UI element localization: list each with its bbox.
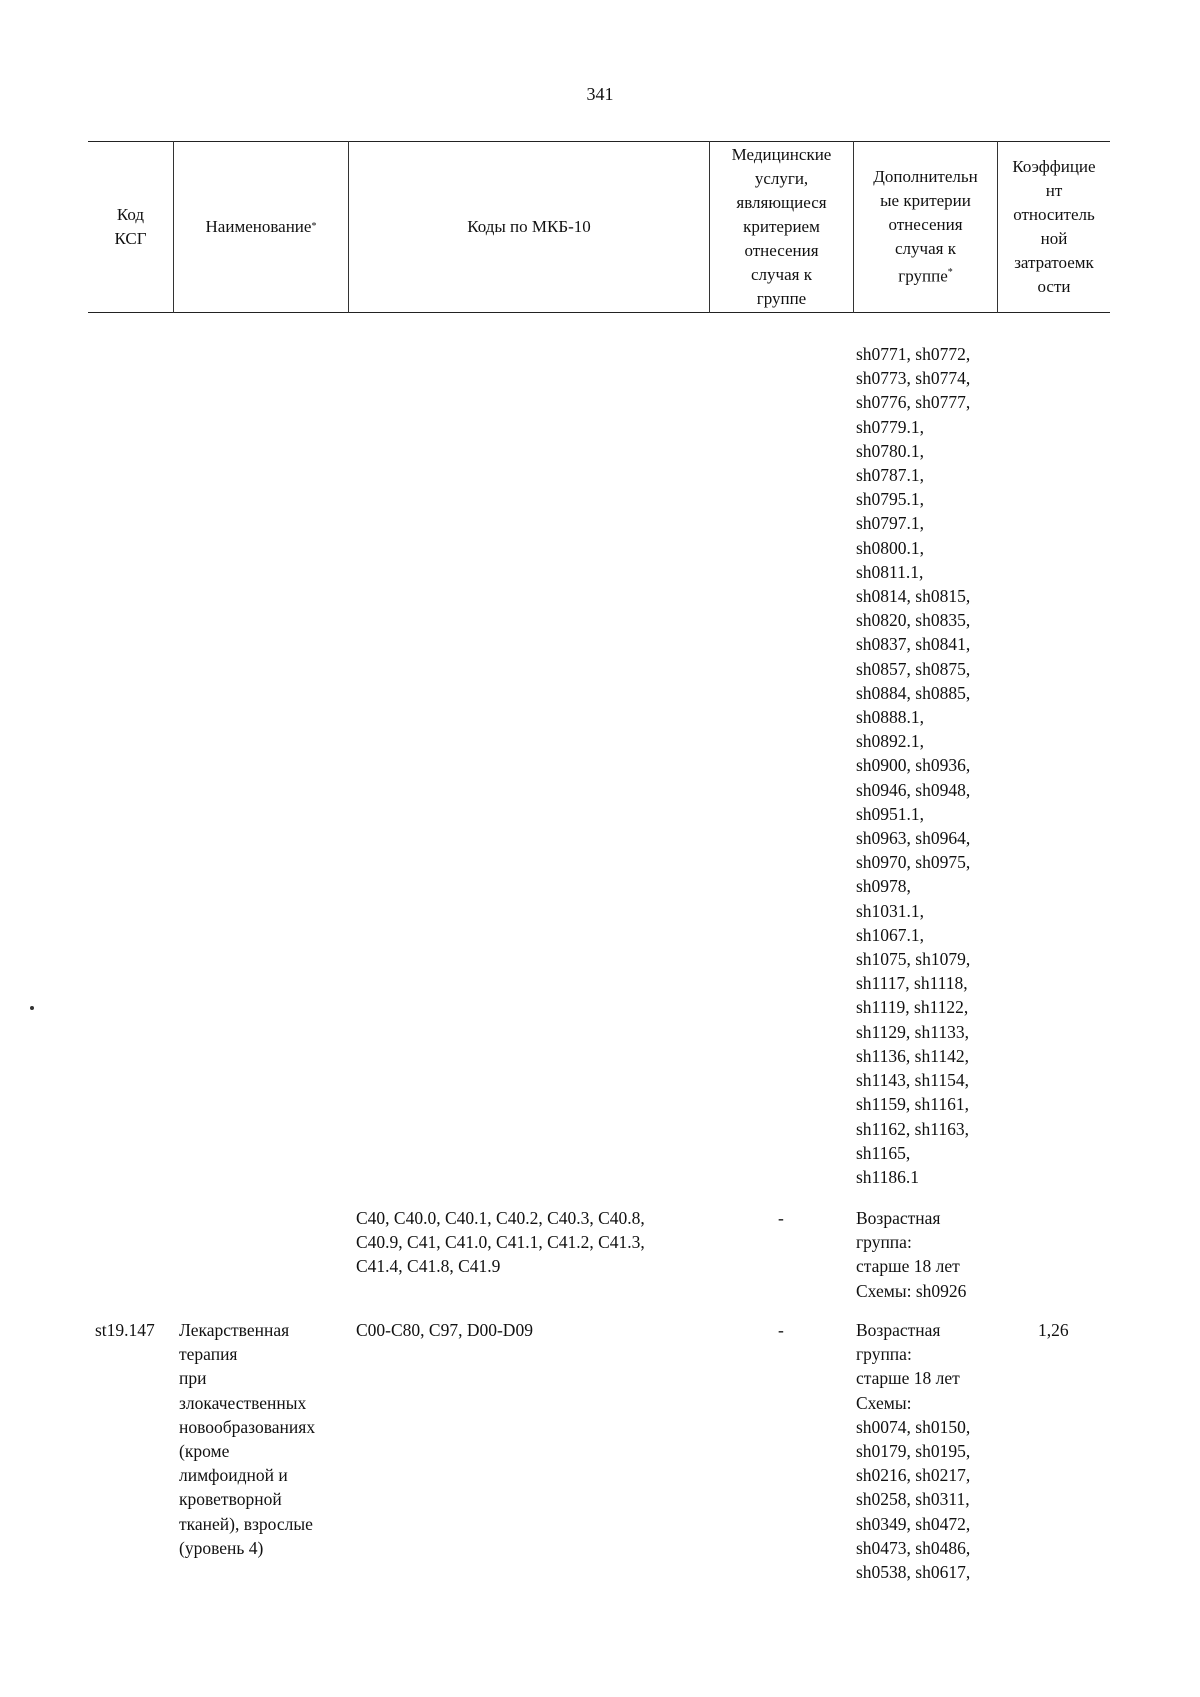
icd-line: C40, C40.0, C40.1, C40.2, C40.3, C40.8, (356, 1208, 645, 1228)
criteria-line: группа: (856, 1232, 912, 1253)
header-code (88, 142, 173, 312)
criteria-line: sh0216, sh0217, (856, 1465, 971, 1486)
criteria-line: sh1067.1, (856, 924, 925, 945)
criteria-line: sh0837, sh0841, (856, 634, 971, 655)
criteria-line: sh0473, sh0486, (856, 1537, 971, 1558)
page-number: 341 (586, 84, 614, 104)
icd-line: C41.4, C41.8, C41.9 (356, 1256, 501, 1277)
criteria-line: sh0773, sh0774, (856, 368, 971, 389)
header-icd (349, 142, 709, 312)
criteria-line: sh1075, sh1079, (856, 949, 971, 970)
criteria-line: sh0538, sh0617, (856, 1562, 971, 1583)
criteria-line: sh1119, sh1122, (856, 997, 969, 1018)
criteria-line: sh1165, (856, 1142, 911, 1163)
criteria-line: Возрастная (856, 1208, 941, 1228)
criteria-line: старше 18 лет (856, 1256, 960, 1277)
criteria-line: sh1031.1, (856, 900, 925, 921)
criteria-line: sh0179, sh0195, (856, 1441, 971, 1462)
header-criteria (854, 142, 997, 312)
header-name (174, 142, 348, 312)
criteria-line: sh0787.1, (856, 465, 925, 486)
continued-criteria-cell (856, 342, 970, 1189)
criteria-line: sh1117, sh1118, (856, 973, 968, 994)
bone-row-criteria-cell (856, 1206, 966, 1303)
header-coefficient (998, 142, 1110, 312)
name-line: при (179, 1368, 207, 1389)
scan-speck (30, 1006, 34, 1010)
name-line: злокачественных (179, 1392, 307, 1413)
criteria-line: sh0970, sh0975, (856, 852, 971, 873)
row-name-cell (179, 1318, 315, 1560)
criteria-line: sh0892.1, (856, 731, 925, 752)
criteria-line: sh0795.1, (856, 489, 925, 510)
criteria-line: sh0900, sh0936, (856, 755, 971, 776)
criteria-line: sh0978, (856, 876, 911, 897)
criteria-line: sh1136, sh1142, (856, 1045, 969, 1066)
criteria-line: Схемы: sh0926 (856, 1280, 967, 1301)
row-criteria-cell (856, 1318, 970, 1584)
criteria-line: sh0888.1, (856, 707, 925, 728)
header-name-footnote-mark: * (311, 221, 317, 232)
name-line: Лекарственная (179, 1320, 290, 1340)
header-services-text: Медицинские услуги, являющиеся критерием отнесения случая к группе (731, 145, 832, 308)
criteria-line: sh0811.1, (856, 561, 924, 582)
header-criteria-wrap (873, 165, 977, 289)
header-services (710, 142, 853, 312)
criteria-line: sh1186.1 (856, 1166, 920, 1187)
header-icd-text: Коды по МКБ-10 (467, 217, 591, 236)
name-line: лимфоидной и (179, 1465, 288, 1486)
header-coefficient-text: Коэффицие нт относитель ной затратоемк ости (1012, 157, 1096, 296)
name-line: новообразованиях (179, 1416, 316, 1437)
row-services: - (778, 1320, 784, 1340)
criteria-line: Возрастная (856, 1320, 941, 1340)
criteria-line: sh0820, sh0835, (856, 610, 971, 631)
header-criteria-footnote-mark: * (947, 267, 953, 279)
name-line: тканей), взрослые (179, 1513, 313, 1534)
bone-row-services-cell: - (778, 1208, 784, 1228)
row-code: st19.147 (95, 1320, 155, 1340)
criteria-line: старше 18 лет (856, 1368, 960, 1389)
criteria-line: sh0776, sh0777, (856, 392, 971, 413)
header-name-text: Наименование (205, 217, 312, 236)
criteria-line: sh0951.1, (856, 803, 925, 824)
bone-row-icd-cell (356, 1206, 645, 1279)
criteria-line: sh0857, sh0875, (856, 658, 971, 679)
criteria-line: sh0797.1, (856, 513, 925, 534)
criteria-line: sh0884, sh0885, (856, 682, 971, 703)
criteria-line: группа: (856, 1344, 912, 1365)
criteria-line: sh1129, sh1133, (856, 1021, 969, 1042)
criteria-line: sh0349, sh0472, (856, 1513, 971, 1534)
name-line: терапия (179, 1344, 238, 1365)
header-code-text: Код КСГ (114, 205, 147, 248)
criteria-line: sh0800.1, (856, 537, 925, 558)
criteria-line: sh0074, sh0150, (856, 1416, 971, 1437)
icd-line: C40.9, C41, C41.0, C41.1, C41.2, C41.3, (356, 1232, 645, 1253)
criteria-line: sh0963, sh0964, (856, 828, 971, 849)
row-coefficient: 1,26 (1038, 1320, 1069, 1340)
header-criteria-text: Дополнительн ые критерии отнесения случая к группе (873, 167, 978, 286)
criteria-line: sh0780.1, (856, 440, 925, 461)
criteria-line: Схемы: (856, 1392, 912, 1413)
criteria-line: sh0258, sh0311, (856, 1489, 970, 1510)
table-header-bottom-rule (88, 312, 1110, 313)
name-line: (кроме (179, 1441, 230, 1462)
row-icd: C00-C80, C97, D00-D09 (356, 1320, 533, 1340)
criteria-line: sh1159, sh1161, (856, 1094, 969, 1115)
name-line: (уровень 4) (179, 1537, 264, 1558)
criteria-line: sh0779.1, (856, 416, 925, 437)
criteria-line: sh1143, sh1154, (856, 1070, 969, 1091)
criteria-line: sh0946, sh0948, (856, 779, 971, 800)
criteria-line: sh0771, sh0772, (856, 344, 971, 364)
criteria-line: sh1162, sh1163, (856, 1118, 969, 1139)
name-line: кроветворной (179, 1489, 282, 1510)
criteria-line: sh0814, sh0815, (856, 586, 971, 607)
